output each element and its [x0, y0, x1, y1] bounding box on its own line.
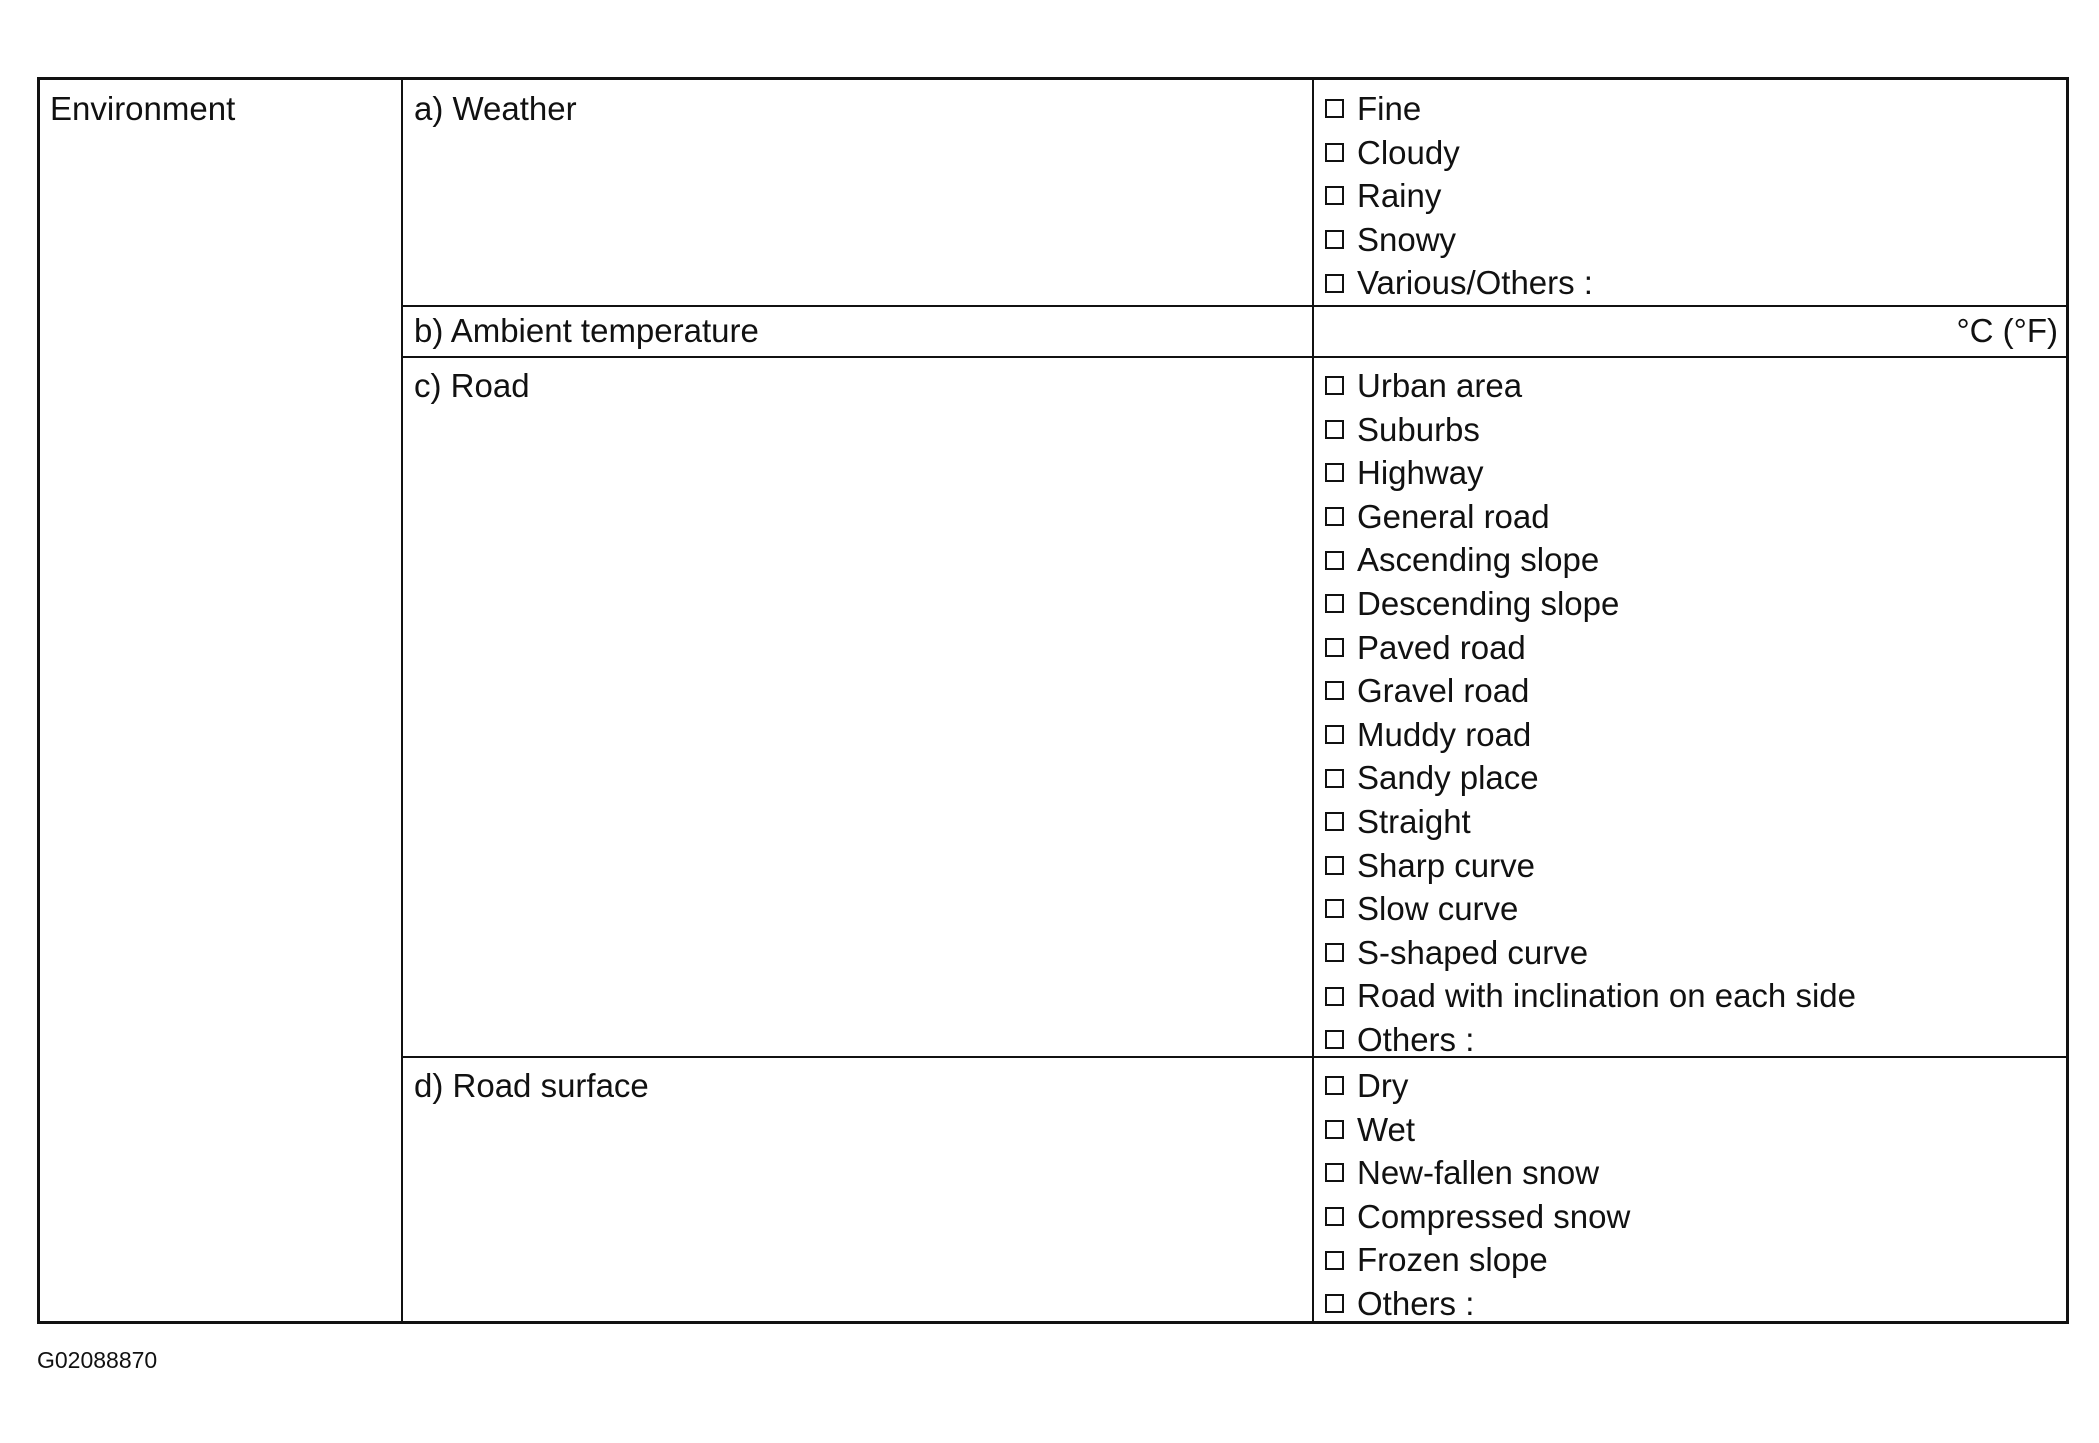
- row-divider: [401, 356, 2069, 358]
- checkbox[interactable]: [1325, 681, 1344, 700]
- checkbox[interactable]: [1325, 376, 1344, 395]
- weather-option[interactable]: Fine: [1325, 87, 1593, 131]
- road-option[interactable]: Sandy place: [1325, 756, 1856, 800]
- checkbox[interactable]: [1325, 551, 1344, 570]
- checkbox[interactable]: [1325, 1076, 1344, 1095]
- checkbox[interactable]: [1325, 943, 1344, 962]
- checkbox[interactable]: [1325, 812, 1344, 831]
- checkbox[interactable]: [1325, 186, 1344, 205]
- weather-option[interactable]: Various/Others :: [1325, 261, 1593, 305]
- weather-label: a) Weather: [414, 90, 577, 127]
- checkbox[interactable]: [1325, 1294, 1344, 1313]
- road-option[interactable]: Sharp curve: [1325, 844, 1856, 888]
- checkbox[interactable]: [1325, 1251, 1344, 1270]
- checkbox[interactable]: [1325, 420, 1344, 439]
- road-option[interactable]: Paved road: [1325, 626, 1856, 670]
- road-surface-option[interactable]: New-fallen snow: [1325, 1151, 1630, 1195]
- checkbox[interactable]: [1325, 1163, 1344, 1182]
- road-surface-options: [1325, 1064, 1630, 1326]
- road-option[interactable]: Muddy road: [1325, 713, 1856, 757]
- checkbox[interactable]: [1325, 230, 1344, 249]
- road-option[interactable]: Gravel road: [1325, 669, 1856, 713]
- row-divider: [401, 305, 2069, 307]
- checkbox[interactable]: [1325, 1120, 1344, 1139]
- road-option[interactable]: S-shaped curve: [1325, 931, 1856, 975]
- checkbox[interactable]: [1325, 725, 1344, 744]
- road-surface-option[interactable]: Others :: [1325, 1282, 1630, 1326]
- checkbox[interactable]: [1325, 1207, 1344, 1226]
- weather-options: [1325, 87, 1593, 305]
- checkbox[interactable]: [1325, 987, 1344, 1006]
- checkbox[interactable]: [1325, 856, 1344, 875]
- road-option[interactable]: Highway: [1325, 451, 1856, 495]
- temperature-unit: °C (°F): [1956, 312, 2058, 349]
- road-option[interactable]: General road: [1325, 495, 1856, 539]
- road-label: c) Road: [414, 367, 530, 404]
- category-label: Environment: [50, 90, 236, 127]
- column-divider: [401, 80, 403, 1321]
- column-divider: [1312, 80, 1314, 1321]
- road-option[interactable]: Suburbs: [1325, 408, 1856, 452]
- weather-option[interactable]: Snowy: [1325, 218, 1593, 262]
- road-surface-option[interactable]: Dry: [1325, 1064, 1630, 1108]
- checkbox[interactable]: [1325, 638, 1344, 657]
- road-option[interactable]: Descending slope: [1325, 582, 1856, 626]
- checkbox[interactable]: [1325, 463, 1344, 482]
- checkbox[interactable]: [1325, 507, 1344, 526]
- road-option[interactable]: Slow curve: [1325, 887, 1856, 931]
- checkbox[interactable]: [1325, 143, 1344, 162]
- road-option[interactable]: Urban area: [1325, 364, 1856, 408]
- road-option[interactable]: Others :: [1325, 1018, 1856, 1062]
- weather-option[interactable]: Rainy: [1325, 174, 1593, 218]
- figure-id: G02088870: [37, 1347, 158, 1373]
- road-surface-option[interactable]: Wet: [1325, 1108, 1630, 1152]
- checkbox[interactable]: [1325, 594, 1344, 613]
- road-surface-option[interactable]: Compressed snow: [1325, 1195, 1630, 1239]
- road-option[interactable]: Road with inclination on each side: [1325, 974, 1856, 1018]
- road-option[interactable]: Ascending slope: [1325, 538, 1856, 582]
- ambient-temperature-label: b) Ambient temperature: [414, 312, 759, 349]
- checkbox[interactable]: [1325, 1030, 1344, 1049]
- checkbox[interactable]: [1325, 99, 1344, 118]
- road-surface-label: d) Road surface: [414, 1067, 649, 1104]
- road-surface-option[interactable]: Frozen slope: [1325, 1238, 1630, 1282]
- checkbox[interactable]: [1325, 769, 1344, 788]
- road-option[interactable]: Straight: [1325, 800, 1856, 844]
- road-options: [1325, 364, 1856, 1062]
- environment-form-table: [37, 77, 2069, 1324]
- checkbox[interactable]: [1325, 274, 1344, 293]
- weather-option[interactable]: Cloudy: [1325, 131, 1593, 175]
- checkbox[interactable]: [1325, 899, 1344, 918]
